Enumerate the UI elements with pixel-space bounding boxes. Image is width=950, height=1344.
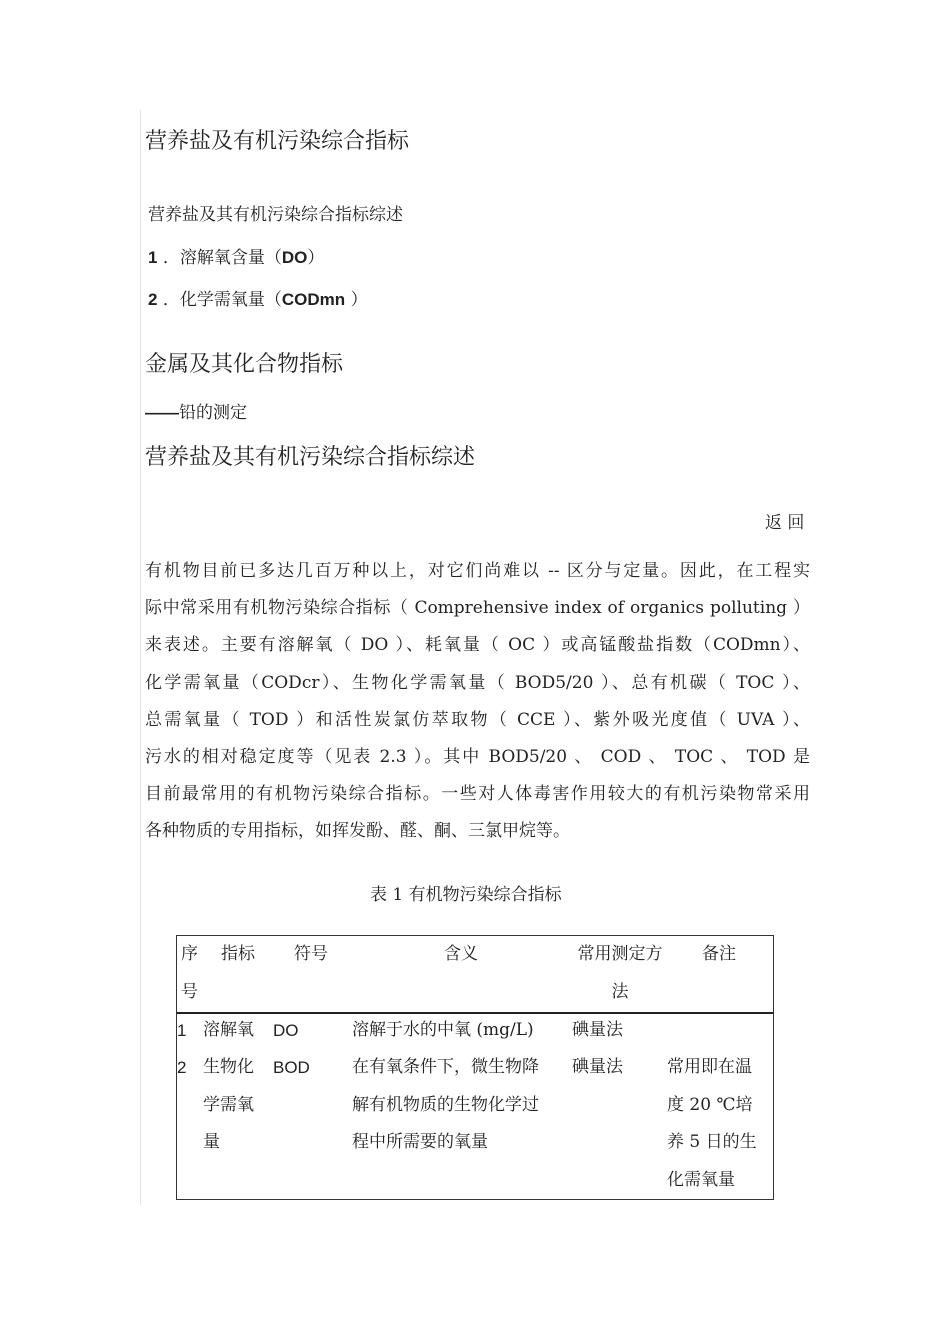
- header-method: 常用测定方 法: [577, 944, 663, 1002]
- paragraph-line: 目前最常用的有机物污染综合指标。一些对人体毒害作用较大的有机污染物常采用: [145, 784, 810, 805]
- row1-symbol: DO: [273, 1021, 299, 1040]
- table-caption: 表 1 有机物污染综合指标: [370, 885, 562, 905]
- toc-item-number: 1: [148, 248, 158, 267]
- row2-symbol: BOD: [273, 1058, 310, 1077]
- toc-link-overview[interactable]: 营养盐及其有机污染综合指标综述: [148, 205, 403, 225]
- toc-item-label: 溶解氧含量（: [179, 248, 282, 268]
- toc-link-lead-label: 铅的测定: [179, 403, 247, 423]
- toc-link-lead[interactable]: [145, 398, 247, 423]
- header-seq: 序 号: [181, 944, 198, 1002]
- paragraph-line: 有机物目前已多达几百万种以上，对它们尚难以 -- 区分与定量。因此，在工程实: [145, 561, 810, 581]
- left-margin-rule: [140, 110, 141, 1205]
- back-link[interactable]: 返 回: [765, 513, 805, 533]
- indicator-table: [176, 935, 774, 1200]
- toc-item-number: 2: [148, 290, 158, 309]
- row1-index: 溶解氧: [203, 1020, 254, 1040]
- body-paragraph: [145, 553, 810, 851]
- toc-item-label: 化学需氧量（: [179, 290, 282, 310]
- toc-title-nutrients[interactable]: 营养盐及有机污染综合指标: [145, 129, 410, 154]
- paragraph-line: 总需氧量（ TOD ）和活性炭氯仿萃取物（ CCE ）、紫外吸光度值（ UVA ）、: [145, 709, 810, 730]
- row1-seq: 1: [177, 1021, 187, 1040]
- paragraph-line: 污水的相对稳定度等（见表 2.3 ）。其中 BOD5/20 、 COD 、 TOC 、 TOD 是: [145, 747, 810, 768]
- paragraph-line: 化学需氧量（CODcr）、生物化学需氧量（ BOD5/20 ）、总有机碳（ TOC ）、: [145, 672, 810, 693]
- dash-mark: ——: [145, 403, 179, 422]
- row2-index: 生物化 学需氧 量: [203, 1057, 254, 1152]
- header-symbol: 符号: [294, 944, 328, 964]
- row2-seq: 2: [177, 1058, 187, 1077]
- paragraph-line: 来表述。主要有溶解氧（ DO ）、耗氧量（ OC ）或高锰酸盐指数（CODmn）、: [145, 635, 810, 656]
- row1-meaning: 溶解于水的中氧 (mg/L): [352, 1020, 534, 1040]
- row2-method: 碘量法: [572, 1057, 623, 1077]
- toc-item-do[interactable]: 1 ．溶解氧含量（DO）: [148, 248, 325, 268]
- row2-meaning: 在有氧条件下，微生物降 解有机物质的生物化学过 程中所需要的氧量: [352, 1057, 539, 1152]
- toc-item-codmn[interactable]: 2 ．化学需氧量（CODmn ）: [148, 290, 368, 310]
- toc-item-code: DO: [281, 248, 308, 267]
- header-index: 指标: [221, 944, 255, 964]
- toc-item-code: CODmn: [281, 290, 346, 309]
- paragraph-line: 各种物质的专用指标，如挥发酚、醛、酮、三氯甲烷等。: [145, 821, 570, 842]
- row1-method: 碘量法: [572, 1020, 623, 1040]
- toc-title-metals[interactable]: 金属及其化合物指标: [145, 352, 344, 377]
- header-note: 备注: [702, 944, 736, 964]
- paragraph-line: 际中常采用有机物污染综合指标（ Comprehensive index of organics polluting ）: [145, 598, 810, 619]
- header-meaning: 含义: [444, 944, 478, 964]
- row2-note: 常用即在温 度 20 ℃培 养 5 日的生 化需氧量: [667, 1057, 757, 1190]
- section-heading: 营养盐及其有机污染综合指标综述: [145, 445, 476, 470]
